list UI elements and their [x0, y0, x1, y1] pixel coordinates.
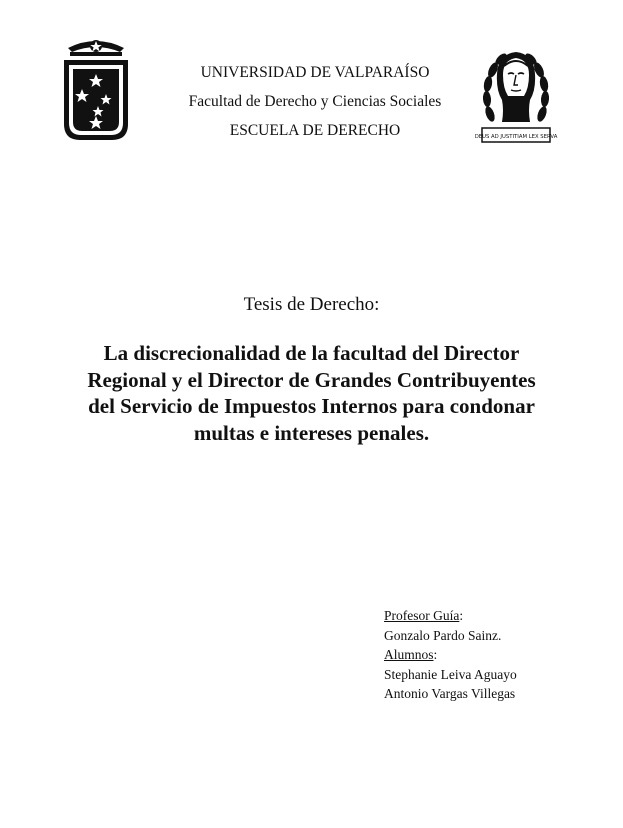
thesis-title: [50, 340, 573, 446]
thesis-label: Tesis de Derecho:: [243, 294, 380, 315]
students-heading-colon: :: [433, 647, 438, 662]
advisor-heading: Profesor Guía: [384, 608, 460, 623]
school-name: ESCUELA DE DERECHO: [229, 122, 401, 139]
institution-header: [150, 58, 480, 145]
thesis-title-line: multas e intereses penales.: [193, 420, 430, 445]
thesis-title-line: La discrecionalidad de la facultad del Director: [103, 341, 520, 365]
thesis-title-line: Regional y el Director de Grandes Contribuyentes: [87, 367, 536, 392]
university-shield-logo-icon: [60, 36, 132, 144]
thesis-title-line: del Servicio de Impuestos Internos para condonar: [88, 394, 535, 418]
student-name: Antonio Vargas Villegas: [384, 686, 516, 701]
university-name: UNIVERSIDAD DE VALPARAÍSO: [200, 64, 430, 81]
students-heading: Alumnos: [384, 647, 434, 662]
student-name: Stephanie Leiva Aguayo: [384, 666, 517, 682]
seal-motto: DEUS AD JUSTITIAM LEX SERVA: [474, 134, 558, 140]
law-school-seal-logo-icon: [474, 44, 558, 148]
credits-block: [384, 606, 517, 704]
advisor-name: Gonzalo Pardo Sainz.: [384, 627, 502, 643]
advisor-heading-colon: :: [459, 608, 464, 623]
students-heading-line: [384, 645, 517, 665]
faculty-name: Facultad de Derecho y Ciencias Sociales: [188, 93, 442, 110]
advisor-heading-line: [384, 606, 517, 626]
